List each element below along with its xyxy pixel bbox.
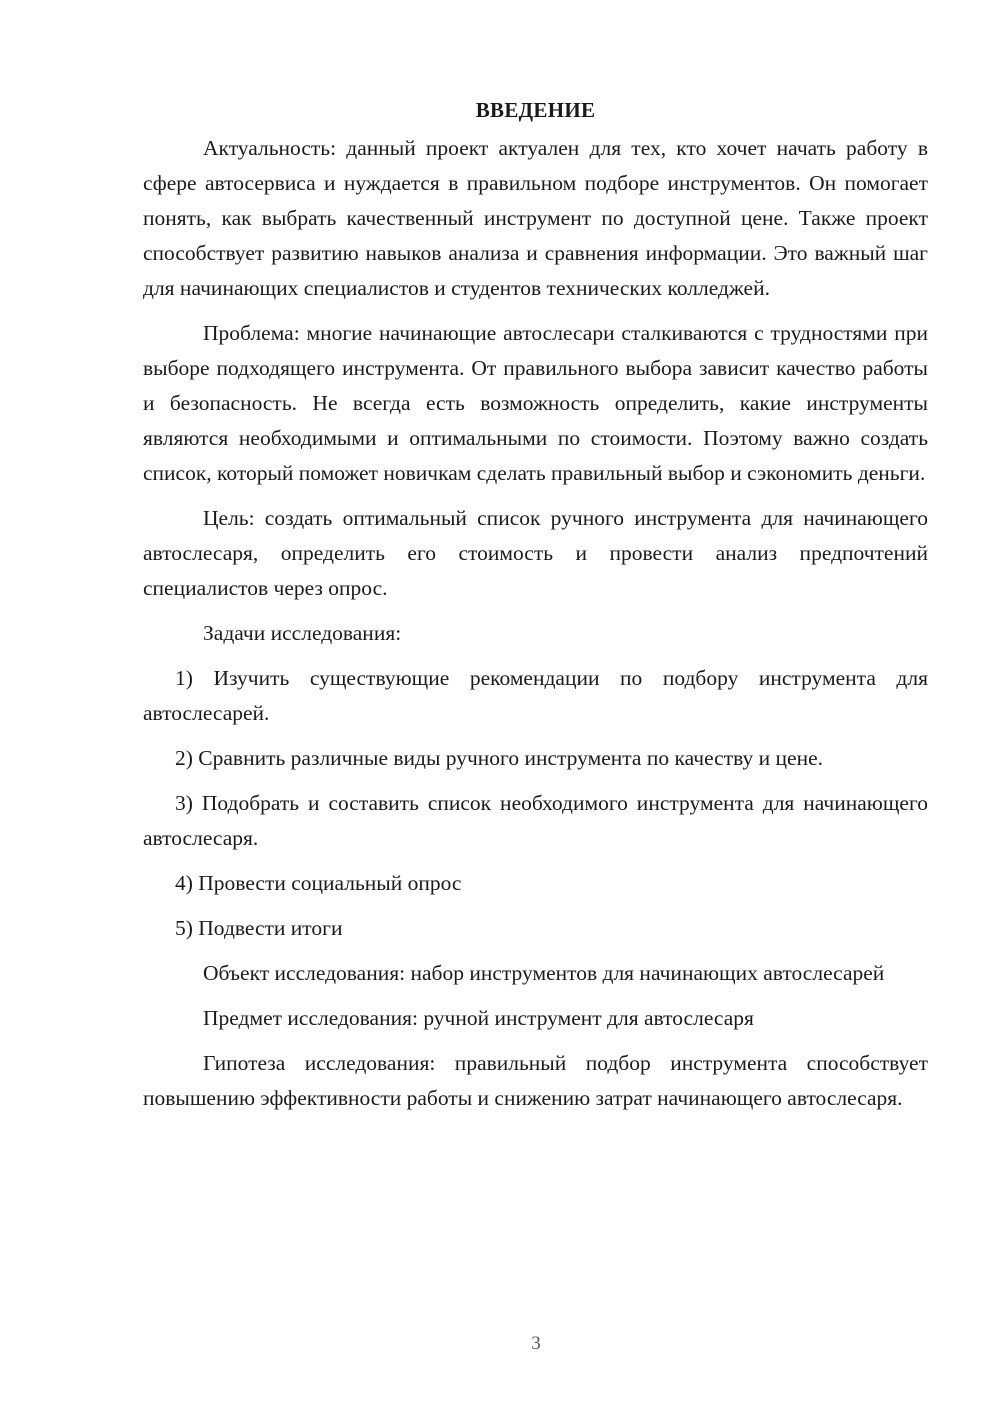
task-item-3: 3) Подобрать и составить список необходимого инструмента для начинающего автослесаря.	[143, 791, 928, 850]
paragraph-relevance: Актуальность: данный проект актуален для тех, кто хочет начать работу в сфере автосервиса и нуждается в правильном подборе инструментов. Он помогает понять, как выбрать качественный инструмент по доступной цене. Также проект способствует развитию навыков анализа и сравнения информации. Это важный шаг для начинающих специалистов и студентов технических колледжей.	[143, 136, 928, 300]
task-item-4: 4) Провести социальный опрос	[175, 871, 462, 895]
paragraph-tasks-heading: Задачи исследования:	[203, 621, 402, 645]
task-item-2: 2) Сравнить различные виды ручного инструмента по качеству и цене.	[175, 746, 824, 770]
page-title: ВВЕДЕНИЕ	[475, 98, 596, 122]
task-item-1: 1) Изучить существующие рекомендации по подбору инструмента для автослесарей.	[143, 666, 928, 725]
page-number: 3	[531, 1333, 541, 1354]
paragraph-problem: Проблема: многие начинающие автослесари сталкиваются с трудностями при выборе подходящего инструмента. От правильного выбора зависит качество работы и безопасность. Не всегда есть возможность определить, какие инструменты являются необходимыми и оптимальными по стоимости. Поэтому важно создать список, который поможет новичкам сделать правильный выбор и сэкономить деньги.	[143, 321, 928, 485]
paragraph-hypothesis: Гипотеза исследования: правильный подбор инструмента способствует повышению эффективности работы и снижению затрат начинающего автослесаря.	[143, 1051, 928, 1110]
paragraph-object: Объект исследования: набор инструментов для начинающих автослесарей	[203, 961, 885, 985]
document-page	[143, 95, 928, 1126]
task-item-5: 5) Подвести итоги	[175, 916, 343, 940]
paragraph-subject: Предмет исследования: ручной инструмент для автослесаря	[203, 1006, 754, 1030]
paragraph-goal: Цель: создать оптимальный список ручного инструмента для начинающего автослесаря, определить его стоимость и провести анализ предпочтений специалистов через опрос.	[143, 506, 928, 600]
